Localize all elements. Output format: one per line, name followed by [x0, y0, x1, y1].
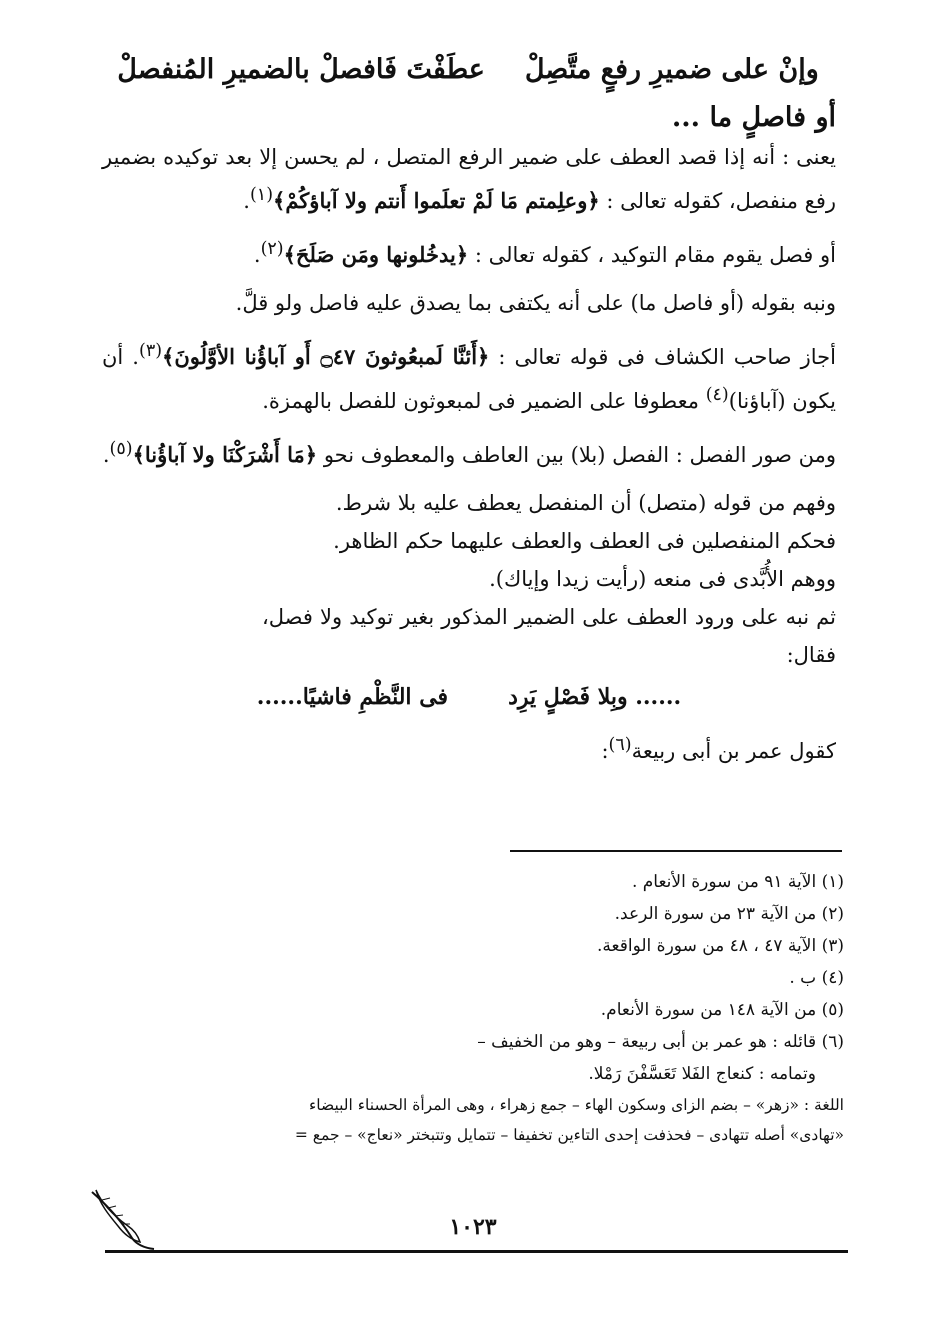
verse-hemistich-2: عطَفْتَ فَافصلْ بالضميرِ المُنفصلْ — [117, 54, 485, 85]
quran-quote: ﴿وعلِمتم مَا لَمْ تعلَموا أَنتم ولا آباؤكُمْ﴾ — [273, 188, 600, 213]
quran-quote: ﴿مَا أَشْرَكْنَا ولا آباؤُنا﴾ — [132, 442, 318, 467]
footnote-1: (١) الآية ٩١ من سورة الأنعام . — [631, 872, 844, 892]
footnote-6-lexicon-2: «تهادى» أصله تتهادى – فحذفت إحدى التاءين تخفيفا – تتمايل وتتبختر «نعاج» – جمع = — [294, 1126, 844, 1144]
footnote-4: (٤) ب . — [789, 968, 844, 988]
footnote-3: (٣) الآية ٤٧ ، ٤٨ من سورة الواقعة. — [597, 936, 844, 956]
verse-line — [100, 42, 836, 98]
footnote-ref: (٦) — [608, 735, 632, 755]
paragraph-9: ثم نبه على ورود العطف على الضمير المذكور بغير توكيد ولا فصل، فقال: — [262, 605, 836, 667]
footnote-ref: (١) — [249, 185, 274, 205]
paragraph-5 — [102, 430, 836, 474]
footnote-separator — [510, 850, 842, 852]
footnotes — [100, 866, 844, 1150]
footnote-6: (٦) قائله : هو عمر بن أبى ربيعة – وهو من الخفيف – — [477, 1032, 844, 1052]
quran-quote: ﴿يدخُلونها ومَن صَلَحَ﴾ — [283, 242, 469, 267]
paragraph-2-text: أو فصل يقوم مقام التوكيد ، كقوله تعالى : — [474, 243, 836, 267]
paragraph-10-text: كقول عمر بن أبى ربيعة — [631, 739, 836, 763]
verse-continuation: أو فاصلٍ ما ... — [671, 102, 836, 133]
paragraph-4 — [102, 332, 836, 420]
paragraph-3: ونبه بقوله (أو فاصل ما) على أنه يكتفى بما يصدق عليه فاصل ولو قلَّ. — [235, 291, 836, 315]
footnote-ref: (٥) — [109, 439, 133, 459]
poem-hemistich-1: ...... وبِلا فَصْلٍ يَرِد — [508, 684, 682, 710]
bottom-rule — [105, 1250, 848, 1253]
footnote-ref: (٣) — [138, 341, 163, 361]
paragraph-4-text-c: معطوفا على الضمير فى لمبعوثون للفصل بالهمزة. — [262, 389, 699, 413]
punctuation: . — [102, 443, 110, 467]
paragraph-4-text: أجاز صاحب الكشاف فى قوله تعالى : — [498, 345, 836, 369]
commentary-text — [102, 138, 836, 770]
footnote-2: (٢) من الآية ٢٣ من سورة الرعد. — [614, 904, 844, 924]
punctuation: . — [243, 189, 250, 213]
paragraph-1-text: يعنى : أنه إذا قصد العطف على ضمير الرفع المتصل ، لم يحسن إلا بعد توكيده بضمير رفع منفصل، كقوله تعالى : — [102, 145, 836, 213]
paragraph-10 — [262, 726, 836, 770]
paragraph-4-text-b: . أن يكون (آباؤنا) — [102, 345, 836, 413]
footnote-6-lexicon-1: اللغة : «زهر» – بضم الزاى وسكون الهاء – جمع زهراء ، وهى المرأة الحسناء البيضاء — [309, 1096, 844, 1114]
footnote-ref: (٤) — [705, 385, 729, 405]
footnote-ref: (٢) — [260, 239, 284, 259]
quran-quote: ﴿أَئنَّا لَمبعُوثونَ ۝٤٧ أَو آباؤُنا الأوَّلُونَ﴾ — [162, 344, 490, 369]
page-number: ١٠٢٣ — [449, 1214, 497, 1240]
footnote-5: (٥) من الآية ١٤٨ من سورة الأنعام. — [600, 1000, 844, 1020]
poem-fragment — [102, 678, 836, 716]
paragraph-7: فحكم المنفصلين فى العطف والعطف عليهما حكم الظاهر. — [333, 529, 836, 553]
paragraph-1 — [102, 138, 836, 220]
paragraph-6: وفهم من قوله (متصل) أن المنفصل يعطف عليه بلا شرط. — [335, 491, 836, 515]
punctuation: . — [253, 243, 261, 267]
verse-hemistich-1: وإنْ على ضميرِ رفعٍ متَّصِلْ — [524, 54, 819, 85]
paragraph-2 — [102, 230, 836, 274]
footnote-6-continuation: وتمامه : كنعاج الفَلا تَعَسَّفْنَ رَمْلا. — [588, 1064, 816, 1084]
poem-hemistich-2: فى النَّظْمِ فاشيًا...... — [256, 684, 449, 710]
paragraph-5-text: ومن صور الفصل : الفصل (بلا) بين العاطف والمعطوف نحو — [323, 443, 836, 467]
punctuation: : — [601, 739, 609, 763]
paragraph-8: ووهم الأُبَّدى فى منعه (رأيت زيدا وإياك). — [489, 567, 836, 591]
